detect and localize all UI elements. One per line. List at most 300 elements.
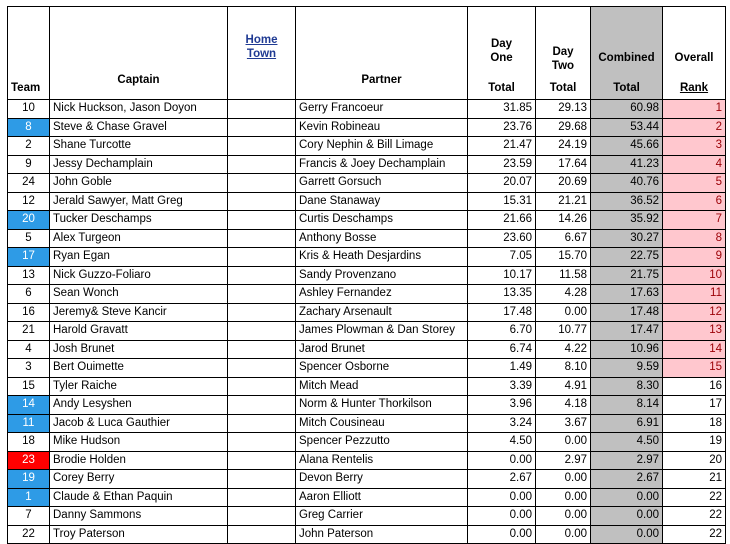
- hometown-cell[interactable]: [228, 377, 296, 396]
- captain-cell[interactable]: [50, 377, 228, 396]
- day-two-cell-text: 15.70: [558, 250, 587, 263]
- combined-cell[interactable]: [591, 174, 663, 193]
- combined-cell[interactable]: [591, 488, 663, 507]
- combined-cell[interactable]: [591, 322, 663, 341]
- team-cell-text: 2: [25, 139, 32, 152]
- day-two-cell[interactable]: [536, 100, 591, 119]
- combined-cell[interactable]: [591, 359, 663, 378]
- rank-cell-text: 22: [709, 490, 722, 503]
- header-combined[interactable]: Combined Total: [591, 7, 663, 100]
- combined-cell[interactable]: [591, 211, 663, 230]
- team-cell[interactable]: [8, 192, 50, 211]
- captain-cell[interactable]: [50, 322, 228, 341]
- day-two-cell[interactable]: [536, 229, 591, 248]
- rank-cell[interactable]: [663, 303, 726, 322]
- captain-cell-text: Sean Wonch: [53, 287, 119, 300]
- day-two-cell[interactable]: [536, 525, 591, 544]
- combined-cell-text: 6.91: [636, 416, 659, 429]
- rank-cell-text: 2: [715, 120, 722, 133]
- day-two-cell-text: 20.69: [558, 176, 587, 189]
- header-captain[interactable]: Captain: [50, 7, 228, 100]
- hometown-cell[interactable]: [228, 229, 296, 248]
- table-row: [8, 118, 726, 137]
- combined-cell[interactable]: [591, 100, 663, 119]
- rank-cell-text: 9: [715, 250, 722, 263]
- day-two-cell[interactable]: [536, 470, 591, 489]
- captain-cell[interactable]: [50, 229, 228, 248]
- day-two-cell[interactable]: [536, 488, 591, 507]
- team-cell[interactable]: [8, 433, 50, 452]
- team-cell[interactable]: [8, 285, 50, 304]
- day-two-cell-text: 0.00: [564, 305, 587, 318]
- combined-cell[interactable]: [591, 451, 663, 470]
- captain-cell-text: Bert Ouimette: [53, 361, 124, 374]
- combined-cell-text: 17.47: [630, 324, 659, 337]
- day-two-cell[interactable]: [536, 211, 591, 230]
- day-one-cell[interactable]: [468, 359, 536, 378]
- combined-cell-text: 17.63: [630, 287, 659, 300]
- combined-cell[interactable]: [591, 433, 663, 452]
- day-two-cell[interactable]: [536, 451, 591, 470]
- rank-cell[interactable]: [663, 266, 726, 285]
- day-two-cell[interactable]: [536, 248, 591, 267]
- day-one-cell[interactable]: [468, 118, 536, 137]
- captain-cell-text: Shane Turcotte: [53, 139, 131, 152]
- captain-cell[interactable]: [50, 100, 228, 119]
- team-cell[interactable]: [8, 137, 50, 156]
- hometown-cell[interactable]: [228, 322, 296, 341]
- day-two-cell[interactable]: [536, 396, 591, 415]
- team-cell-text: 17: [22, 250, 35, 263]
- captain-cell[interactable]: [50, 470, 228, 489]
- day-one-cell-text: 6.70: [509, 324, 532, 337]
- day-two-cell[interactable]: [536, 414, 591, 433]
- partner-cell-text: Jarod Brunet: [299, 342, 365, 355]
- day-two-cell-text: 29.13: [558, 102, 587, 115]
- combined-cell[interactable]: [591, 303, 663, 322]
- day-one-cell[interactable]: [468, 433, 536, 452]
- hometown-cell[interactable]: [228, 451, 296, 470]
- day-one-cell[interactable]: [468, 488, 536, 507]
- day-two-cell[interactable]: [536, 137, 591, 156]
- team-cell-text: 6: [25, 287, 32, 300]
- header-day-two[interactable]: Day Two Total: [536, 7, 591, 100]
- rank-cell[interactable]: [663, 470, 726, 489]
- partner-cell[interactable]: [296, 396, 468, 415]
- hometown-cell[interactable]: [228, 340, 296, 359]
- team-cell[interactable]: [8, 488, 50, 507]
- team-cell-text: 24: [22, 176, 35, 189]
- day-one-cell[interactable]: [468, 248, 536, 267]
- day-one-cell-text: 20.07: [503, 176, 532, 189]
- day-one-cell-text: 6.74: [509, 342, 532, 355]
- hometown-cell[interactable]: [228, 155, 296, 174]
- partner-cell-text: Mitch Cousineau: [299, 416, 385, 429]
- hometown-cell[interactable]: [228, 100, 296, 119]
- captain-cell[interactable]: [50, 118, 228, 137]
- day-two-cell-text: 4.28: [564, 287, 587, 300]
- table-row: [8, 488, 726, 507]
- rank-cell[interactable]: [663, 118, 726, 137]
- table-row: [8, 174, 726, 193]
- team-cell[interactable]: [8, 229, 50, 248]
- combined-cell-text: 30.27: [630, 231, 659, 244]
- rank-cell[interactable]: [663, 359, 726, 378]
- hometown-cell[interactable]: [228, 285, 296, 304]
- day-one-cell[interactable]: [468, 266, 536, 285]
- captain-cell-text: Claude & Ethan Paquin: [53, 490, 173, 503]
- day-one-cell[interactable]: [468, 100, 536, 119]
- rank-cell[interactable]: [663, 174, 726, 193]
- day-two-cell[interactable]: [536, 285, 591, 304]
- captain-cell[interactable]: [50, 174, 228, 193]
- header-partner[interactable]: Partner: [296, 7, 468, 100]
- day-one-cell[interactable]: [468, 340, 536, 359]
- hometown-cell[interactable]: [228, 433, 296, 452]
- partner-cell-text: Mitch Mead: [299, 379, 359, 392]
- hometown-cell[interactable]: [228, 211, 296, 230]
- table-row: [8, 229, 726, 248]
- team-cell-text: 20: [22, 213, 35, 226]
- combined-cell-text: 8.14: [636, 398, 659, 411]
- partner-cell[interactable]: [296, 137, 468, 156]
- partner-cell-text: Spencer Pezzutto: [299, 435, 390, 448]
- partner-cell[interactable]: [296, 470, 468, 489]
- day-two-cell[interactable]: [536, 303, 591, 322]
- day-one-cell[interactable]: [468, 377, 536, 396]
- day-one-cell[interactable]: [468, 470, 536, 489]
- combined-cell[interactable]: [591, 155, 663, 174]
- combined-cell[interactable]: [591, 340, 663, 359]
- captain-cell[interactable]: [50, 192, 228, 211]
- rank-cell[interactable]: [663, 488, 726, 507]
- captain-cell-text: Brodie Holden: [53, 453, 126, 466]
- captain-cell[interactable]: [50, 359, 228, 378]
- rank-cell-text: 15: [709, 361, 722, 374]
- captain-cell-text: Jessy Dechamplain: [53, 157, 153, 170]
- partner-cell-text: Greg Carrier: [299, 509, 363, 522]
- day-two-cell-text: 4.22: [564, 342, 587, 355]
- team-cell-text: 19: [22, 472, 35, 485]
- day-one-cell[interactable]: [468, 211, 536, 230]
- combined-cell-text: 36.52: [630, 194, 659, 207]
- partner-cell-text: Ashley Fernandez: [299, 287, 392, 300]
- rank-cell-text: 14: [709, 342, 722, 355]
- day-two-cell[interactable]: [536, 322, 591, 341]
- day-one-cell-text: 1.49: [509, 361, 532, 374]
- rank-cell-text: 18: [709, 416, 722, 429]
- partner-cell-text: John Paterson: [299, 527, 374, 540]
- team-cell-text: 1: [25, 490, 32, 503]
- partner-cell[interactable]: [296, 174, 468, 193]
- combined-cell[interactable]: [591, 525, 663, 544]
- day-two-cell[interactable]: [536, 118, 591, 137]
- captain-cell[interactable]: [50, 211, 228, 230]
- partner-cell[interactable]: [296, 488, 468, 507]
- table-row: [8, 137, 726, 156]
- rank-cell[interactable]: [663, 525, 726, 544]
- day-two-cell[interactable]: [536, 174, 591, 193]
- day-one-cell-text: 0.00: [509, 527, 532, 540]
- day-two-cell-text: 11.58: [559, 268, 587, 281]
- day-one-cell-text: 10.17: [503, 268, 532, 281]
- day-two-cell-text: 24.19: [558, 139, 587, 152]
- captain-cell[interactable]: [50, 451, 228, 470]
- rank-cell-text: 17: [709, 398, 722, 411]
- hometown-cell[interactable]: [228, 414, 296, 433]
- partner-cell[interactable]: [296, 192, 468, 211]
- rank-cell[interactable]: [663, 155, 726, 174]
- day-two-cell[interactable]: [536, 155, 591, 174]
- team-cell[interactable]: [8, 470, 50, 489]
- team-cell[interactable]: [8, 377, 50, 396]
- day-one-cell[interactable]: [468, 192, 536, 211]
- team-cell-text: 8: [25, 120, 32, 133]
- combined-cell-text: 60.98: [630, 102, 659, 115]
- partner-cell[interactable]: [296, 322, 468, 341]
- rank-cell-text: 13: [709, 324, 722, 337]
- header-day-one[interactable]: Day One Total: [468, 7, 536, 100]
- rank-cell-text: 1: [715, 102, 722, 115]
- day-two-cell-text: 0.00: [564, 435, 587, 448]
- table-row: [8, 359, 726, 378]
- header-hometown[interactable]: Home Town: [228, 7, 296, 100]
- combined-cell[interactable]: [591, 396, 663, 415]
- team-cell[interactable]: [8, 303, 50, 322]
- partner-cell[interactable]: [296, 229, 468, 248]
- hometown-cell[interactable]: [228, 266, 296, 285]
- team-cell[interactable]: [8, 266, 50, 285]
- team-cell-text: 15: [22, 379, 35, 392]
- partner-cell[interactable]: [296, 414, 468, 433]
- rank-cell[interactable]: [663, 433, 726, 452]
- rank-cell-text: 3: [715, 139, 722, 152]
- captain-cell[interactable]: [50, 155, 228, 174]
- team-cell-text: 16: [22, 305, 35, 318]
- day-two-cell-text: 0.00: [564, 509, 587, 522]
- day-two-cell-text: 14.26: [558, 213, 587, 226]
- captain-cell[interactable]: [50, 137, 228, 156]
- rank-cell[interactable]: [663, 322, 726, 341]
- partner-cell[interactable]: [296, 525, 468, 544]
- day-two-cell-text: 0.00: [564, 490, 587, 503]
- team-cell[interactable]: [8, 322, 50, 341]
- hometown-cell[interactable]: [228, 488, 296, 507]
- captain-cell-text: Andy Lesyshen: [53, 398, 132, 411]
- captain-cell-text: Corey Berry: [53, 472, 115, 485]
- partner-cell[interactable]: [296, 433, 468, 452]
- day-one-cell[interactable]: [468, 525, 536, 544]
- day-two-cell-text: 4.91: [564, 379, 587, 392]
- day-one-cell[interactable]: [468, 285, 536, 304]
- day-one-cell[interactable]: [468, 451, 536, 470]
- captain-cell-text: Harold Gravatt: [53, 324, 128, 337]
- combined-cell[interactable]: [591, 414, 663, 433]
- rank-cell-text: 6: [715, 194, 722, 207]
- captain-cell[interactable]: [50, 248, 228, 267]
- captain-cell[interactable]: [50, 396, 228, 415]
- day-one-cell[interactable]: [468, 303, 536, 322]
- partner-cell[interactable]: [296, 100, 468, 119]
- combined-cell[interactable]: [591, 192, 663, 211]
- combined-cell[interactable]: [591, 470, 663, 489]
- day-two-cell[interactable]: [536, 377, 591, 396]
- day-one-cell[interactable]: [468, 137, 536, 156]
- day-one-cell-text: 13.35: [503, 287, 532, 300]
- rank-cell[interactable]: [663, 396, 726, 415]
- day-two-cell[interactable]: [536, 433, 591, 452]
- team-cell-text: 23: [22, 453, 35, 466]
- partner-cell-text: Aaron Elliott: [299, 490, 362, 503]
- partner-cell[interactable]: [296, 359, 468, 378]
- day-one-cell-text: 3.24: [509, 416, 532, 429]
- team-cell-text: 4: [25, 342, 32, 355]
- hometown-cell[interactable]: [228, 174, 296, 193]
- rank-cell[interactable]: [663, 192, 726, 211]
- partner-cell-text: James Plowman & Dan Storey: [299, 324, 455, 337]
- day-one-cell[interactable]: [468, 155, 536, 174]
- rank-cell[interactable]: [663, 377, 726, 396]
- rank-cell-text: 8: [715, 231, 722, 244]
- day-one-cell[interactable]: [468, 414, 536, 433]
- partner-cell-text: Alana Rentelis: [299, 453, 374, 466]
- day-two-cell-text: 2.97: [564, 453, 587, 466]
- day-one-cell[interactable]: [468, 396, 536, 415]
- combined-cell[interactable]: [591, 377, 663, 396]
- rank-cell[interactable]: [663, 248, 726, 267]
- team-cell[interactable]: [8, 174, 50, 193]
- rank-cell[interactable]: [663, 229, 726, 248]
- team-cell[interactable]: [8, 340, 50, 359]
- partner-cell[interactable]: [296, 155, 468, 174]
- day-two-cell[interactable]: [536, 192, 591, 211]
- day-two-cell-text: 29.68: [558, 120, 587, 133]
- day-one-cell[interactable]: [468, 174, 536, 193]
- combined-cell[interactable]: [591, 266, 663, 285]
- hometown-cell[interactable]: [228, 118, 296, 137]
- table-row: [8, 211, 726, 230]
- hometown-cell[interactable]: [228, 525, 296, 544]
- header-team[interactable]: Team: [8, 7, 50, 100]
- rank-cell[interactable]: [663, 100, 726, 119]
- partner-cell[interactable]: [296, 118, 468, 137]
- combined-cell[interactable]: [591, 285, 663, 304]
- rank-cell-text: 11: [710, 287, 722, 300]
- partner-cell-text: Norm & Hunter Thorkilson: [299, 398, 432, 411]
- partner-cell[interactable]: [296, 211, 468, 230]
- table-row: [8, 377, 726, 396]
- captain-cell-text: Nick Huckson, Jason Doyon: [53, 102, 197, 115]
- captain-cell[interactable]: [50, 414, 228, 433]
- partner-cell[interactable]: [296, 451, 468, 470]
- hometown-cell[interactable]: [228, 137, 296, 156]
- rank-cell-text: 4: [715, 157, 722, 170]
- results-sheet: [7, 6, 726, 544]
- combined-cell-text: 10.96: [630, 342, 659, 355]
- header-overall-rank[interactable]: Overall Rank: [663, 7, 726, 100]
- combined-cell[interactable]: [591, 137, 663, 156]
- captain-cell[interactable]: [50, 340, 228, 359]
- table-row: [8, 100, 726, 119]
- team-cell[interactable]: [8, 396, 50, 415]
- partner-cell-text: Dane Stanaway: [299, 194, 381, 207]
- combined-cell[interactable]: [591, 118, 663, 137]
- captain-cell[interactable]: [50, 433, 228, 452]
- team-cell[interactable]: [8, 359, 50, 378]
- day-two-cell[interactable]: [536, 266, 591, 285]
- rank-cell[interactable]: [663, 285, 726, 304]
- captain-cell-text: John Goble: [53, 176, 112, 189]
- table-row: [8, 303, 726, 322]
- hometown-cell[interactable]: [228, 396, 296, 415]
- hometown-cell[interactable]: [228, 359, 296, 378]
- partner-cell[interactable]: [296, 303, 468, 322]
- team-cell[interactable]: [8, 155, 50, 174]
- day-one-cell-text: 23.60: [503, 231, 532, 244]
- combined-cell-text: 21.75: [630, 268, 659, 281]
- hometown-cell[interactable]: [228, 248, 296, 267]
- combined-cell[interactable]: [591, 229, 663, 248]
- partner-cell[interactable]: [296, 285, 468, 304]
- partner-cell[interactable]: [296, 377, 468, 396]
- team-cell[interactable]: [8, 248, 50, 267]
- hometown-cell[interactable]: [228, 303, 296, 322]
- day-one-cell[interactable]: [468, 322, 536, 341]
- day-two-cell-text: 0.00: [564, 472, 587, 485]
- day-two-cell[interactable]: [536, 340, 591, 359]
- captain-cell[interactable]: [50, 525, 228, 544]
- team-cell[interactable]: [8, 211, 50, 230]
- table-row: [8, 322, 726, 341]
- team-cell-text: 14: [22, 398, 35, 411]
- rank-cell[interactable]: [663, 340, 726, 359]
- rank-cell[interactable]: [663, 211, 726, 230]
- team-cell[interactable]: [8, 100, 50, 119]
- captain-cell[interactable]: [50, 266, 228, 285]
- rank-cell[interactable]: [663, 451, 726, 470]
- table-row: [8, 414, 726, 433]
- rank-cell-text: 19: [709, 435, 722, 448]
- day-two-cell[interactable]: [536, 359, 591, 378]
- team-cell-text: 10: [22, 102, 35, 115]
- partner-cell[interactable]: [296, 248, 468, 267]
- day-two-cell-text: 6.67: [564, 231, 587, 244]
- captain-cell[interactable]: [50, 303, 228, 322]
- partner-cell[interactable]: [296, 340, 468, 359]
- hometown-cell[interactable]: [228, 470, 296, 489]
- team-cell[interactable]: [8, 414, 50, 433]
- rank-cell-text: 22: [709, 509, 722, 522]
- team-cell[interactable]: [8, 451, 50, 470]
- team-cell-text: 12: [22, 194, 35, 207]
- captain-cell[interactable]: [50, 285, 228, 304]
- table-row: [8, 340, 726, 359]
- day-one-cell[interactable]: [468, 229, 536, 248]
- day-one-cell-text: 21.47: [503, 139, 532, 152]
- team-cell-text: 18: [22, 435, 35, 448]
- team-cell[interactable]: [8, 118, 50, 137]
- rank-cell[interactable]: [663, 414, 726, 433]
- combined-cell-text: 53.44: [630, 120, 659, 133]
- combined-cell-text: 0.00: [636, 509, 659, 522]
- hometown-cell[interactable]: [228, 192, 296, 211]
- rank-cell[interactable]: [663, 137, 726, 156]
- team-cell-text: 21: [22, 324, 35, 337]
- partner-cell[interactable]: [296, 266, 468, 285]
- combined-cell[interactable]: [591, 248, 663, 267]
- team-cell[interactable]: [8, 525, 50, 544]
- captain-cell[interactable]: [50, 488, 228, 507]
